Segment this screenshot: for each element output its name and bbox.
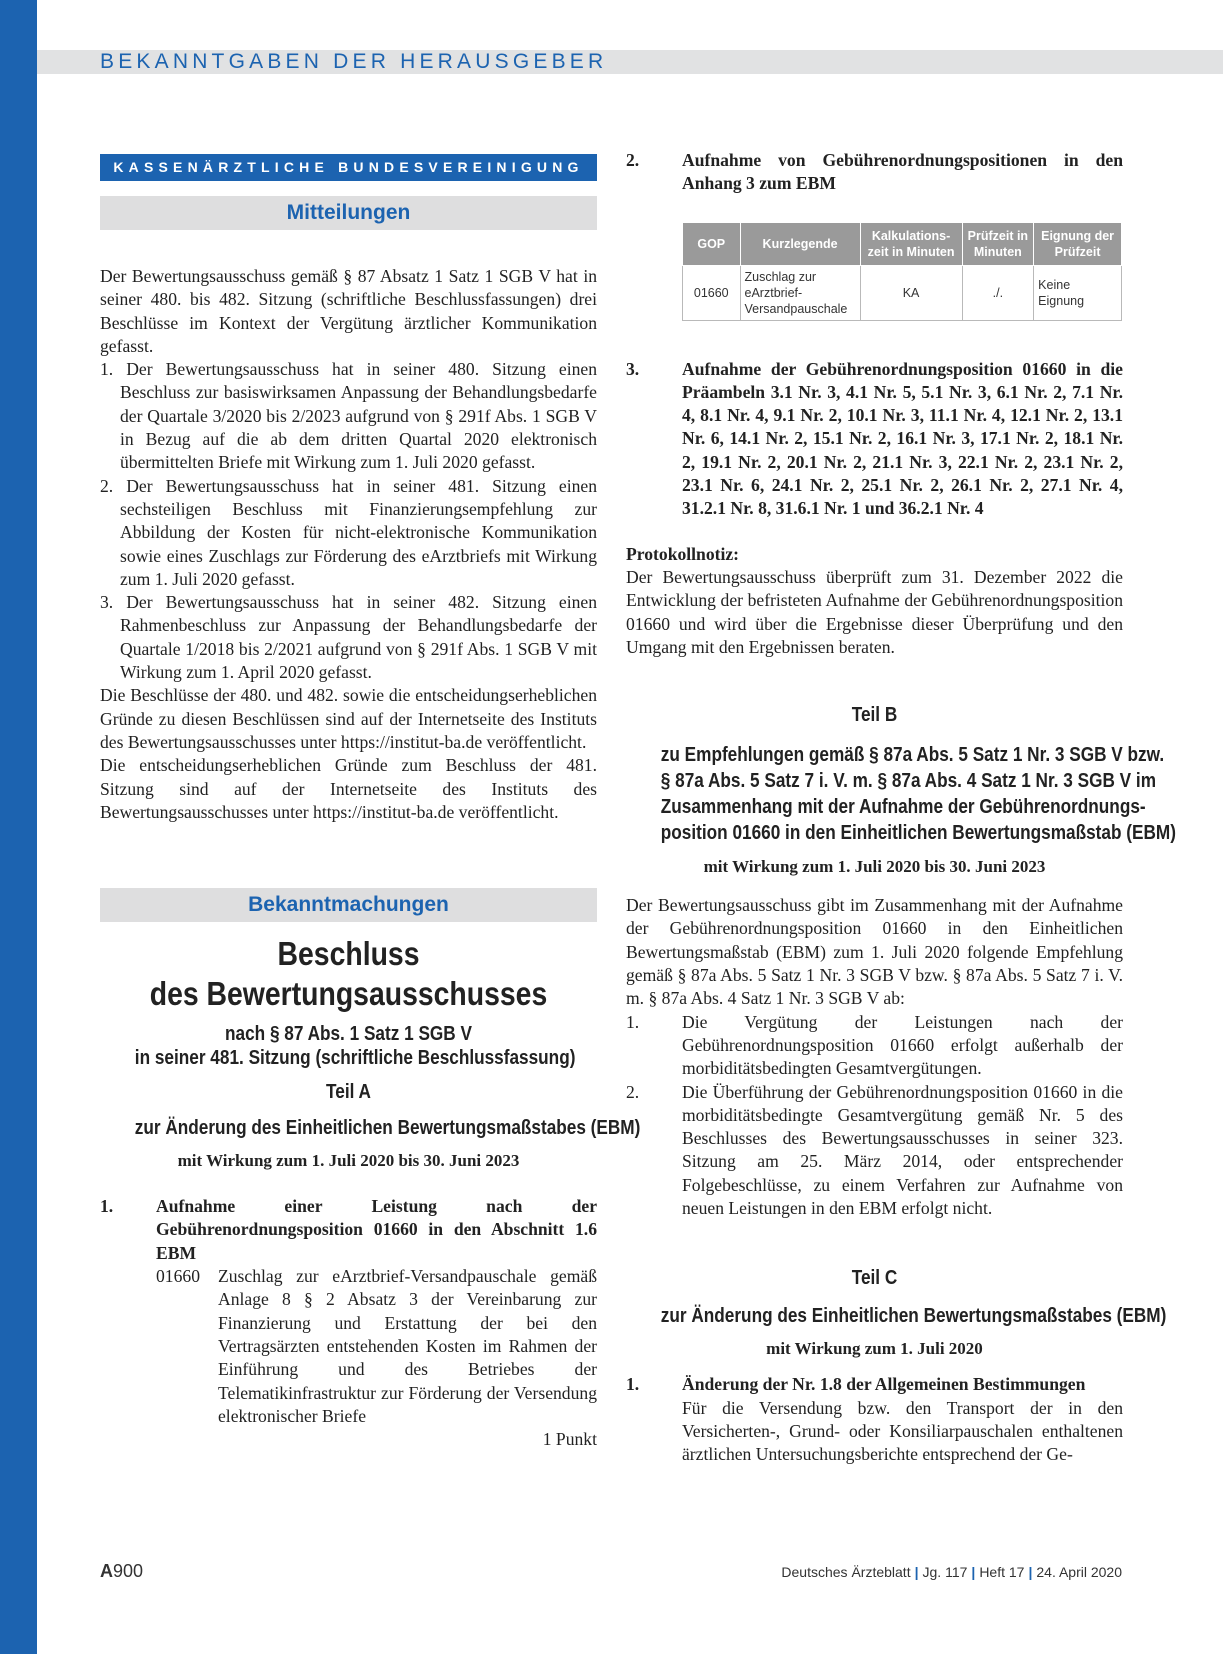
teil-b-body (626, 894, 1123, 1220)
teil-c-body (626, 1373, 1123, 1466)
teil-a-subheading: zur Änderung des Einheitlichen Bewertungsmaßstabes (EBM) (134, 1117, 641, 1140)
teil-a-body (100, 1195, 597, 1451)
teil-b-line: zu Empfehlungen gemäß § 87a Abs. 5 Satz 1 Nr. 3 SGB V bzw. (660, 744, 1165, 767)
teil-b-wirkung: mit Wirkung zum 1. Juli 2020 bis 30. Juni 2023 (703, 857, 1046, 877)
journal-name: Deutsches Ärzteblatt (781, 1564, 911, 1580)
mitteilungen-heading: Mitteilungen (100, 196, 597, 230)
cell-pruefzeit: ./. (962, 265, 1034, 320)
cell-eignung: Keine Eignung (1034, 265, 1122, 320)
mitteilungen-body (100, 265, 597, 824)
beschluss-subtitle: des Bewertungsausschusses (149, 975, 548, 1013)
cell-kurzlegende: Zuschlag zur eArztbrief-Versandpauschale (740, 265, 860, 320)
cell-kalkulationszeit: KA (860, 265, 962, 320)
list-item: 3. Der Bewertungsausschuss hat in seiner 482. Sitzung einen Rahmenbeschluss zur Anpassung der Behandlungsbedarfe der Quartale 1/2018 bis 2/2021 aufgrund von § 291f Abs. 1 SGB V mit Wirkung zum 1. April 2020 gefasst. (100, 592, 597, 683)
section-number: 1. (626, 1374, 640, 1395)
section-c1-heading (626, 1373, 1123, 1396)
section-c1-text: Für die Versendung bzw. den Transport der in den Versicherten-, Grund- oder Konsiliarpauschalen enthaltenen ärztlichen Untersuchungsberichte entsprechend der Ge- (682, 1397, 1123, 1465)
section-number: 1. (100, 1196, 114, 1217)
intro-paragraph: Der Bewertungsausschuss gemäß § 87 Absatz 1 Satz 1 SGB V hat in seiner 480. bis 482. Sitzung (schriftliche Beschlussfassungen) drei Beschlüsse im Kontext der Vergütung ärztlicher Kommunikation gefasst. (100, 266, 597, 356)
col-header-kurzlegende: Kurzlegende (740, 222, 860, 265)
gop-description: Zuschlag zur eArztbrief-Versandpauschale gemäß Anlage 8 § 2 Absatz 3 der Vereinbarung zur Finanzierung und Erstattung der bei den Vertragsärzten entstehenden Kosten im Rahmen der Einführung und des Betriebes der Telematikinfrastruktur zur Förderung der Versendung elektronischer Briefe (218, 1266, 597, 1426)
list-item (626, 1011, 1123, 1081)
beschluss-title: Beschluss (277, 935, 420, 973)
col-header-eignung: Eignung der Prüfzeit (1034, 222, 1122, 265)
item-number: 2. (626, 1081, 640, 1102)
item-number: 1. (626, 1011, 640, 1032)
section-3 (626, 358, 1123, 660)
list-item: 1. Der Bewertungsausschuss hat in seiner 480. Sitzung einen Beschluss zur basiswirksamen Anpassung der Behandlungsbedarfe der Quartale 3/2020 bis 2/2023 aufgrund von § 291f Abs. 1 SGB V in Bezug auf die ab dem dritten Quartal 2020 elektronisch übermittelten Briefe mit Wirkung zum 1. Juli 2020 gefasst. (100, 359, 597, 473)
paragraph: Die entscheidungserheblichen Gründe zum Beschluss der 481. Sitzung sind auf der Internetseite des Instituts des Bewertungsausschusses unter https://institut-ba.de veröffentlicht. (100, 755, 597, 822)
gop-entry (156, 1265, 597, 1428)
journal-date: 24. April 2020 (1036, 1564, 1122, 1580)
teil-b-line: Zusammenhang mit der Aufnahme der Gebührenordnungs- (660, 796, 1146, 819)
section-3-heading (626, 358, 1123, 521)
table-header-row (683, 222, 1122, 265)
sitzung-line: in seiner 481. Sitzung (schriftliche Beschlussfassung) (134, 1047, 576, 1070)
section-title: BEKANNTGABEN DER HERAUSGEBER (100, 50, 608, 73)
separator: | (971, 1564, 976, 1580)
section-title: Änderung der Nr. 1.8 der Allgemeinen Bestimmungen (682, 1374, 1086, 1395)
section-2-heading (626, 149, 1123, 196)
page-number-value: 900 (113, 1561, 144, 1581)
left-color-bar (0, 0, 37, 1654)
item-text: Die Vergütung der Leistungen nach der Gebührenordnungsposition 01660 erfolgt außerhalb der morbiditätsbedingten Gesamtvergütungen. (682, 1011, 1123, 1079)
col-header-gop: GOP (683, 222, 741, 265)
cell-gop: 01660 (683, 265, 741, 320)
separator: | (1028, 1564, 1033, 1580)
bekanntmachungen-heading: Bekanntmachungen (100, 888, 597, 922)
teil-c-heading: Teil C (851, 1267, 898, 1290)
protokoll-label: Protokollnotiz: (626, 543, 740, 564)
teil-a-wirkung: mit Wirkung zum 1. Juli 2020 bis 30. Juni 2023 (177, 1151, 520, 1171)
teil-b-line: § 87a Abs. 5 Satz 7 i. V. m. § 87a Abs. 4 Satz 1 Nr. 3 SGB V im (660, 770, 1157, 793)
journal-issue: Heft 17 (979, 1564, 1025, 1580)
journal-info (781, 1564, 1122, 1580)
right-column (626, 149, 1176, 1467)
section-title: Aufnahme einer Leistung nach der Gebührenordnungsposition 01660 in den Abschnitt 1.6 EBM (156, 1196, 597, 1263)
section-number: 2. (626, 150, 640, 170)
teil-c-subheading: zur Änderung des Einheitlichen Bewertungsmaßstabes (EBM) (660, 1305, 1167, 1328)
col-header-pruefzeit: Prüfzeit in Minuten (962, 222, 1034, 265)
teil-b-heading: Teil B (851, 704, 898, 727)
list-item: 2. Der Bewertungsausschuss hat in seiner 481. Sitzung einen sechsteiligen Beschluss mit Finanzierungsempfehlung zur Abbildung der Kosten für nicht-elektronische Kommunikation sowie eines Zuschlags zur Förderung des eArztbriefs mit Wirkung zum 1. Juli 2020 gefasst. (100, 475, 597, 589)
teil-c-wirkung: mit Wirkung zum 1. Juli 2020 (766, 1339, 983, 1359)
protokoll-text: Der Bewertungsausschuss überprüft zum 31. Dezember 2022 die Entwicklung der befristeten Aufnahme der Gebührenordnungsposition 01660 und wird über die Ergebnisse dieser Überprüfung und den Umgang mit den Ergebnissen beraten. (626, 566, 1123, 657)
section-title: Aufnahme von Gebührenordnungspositionen in den Anhang 3 zum EBM (682, 150, 1123, 194)
item-text: Die Überführung der Gebührenordnungsposition 01660 in die morbiditätsbedingte Gesamtvergütung gemäß Nr. 5 des Beschlusses des Bewertungsausschusses in seiner 323. Sitzung am 25. März 2014, oder entsprechender Folgebeschlüsse, zu einem Verfahren zur Aufnahme von neuen Leistungen in den EBM erfolgt nicht. (682, 1081, 1123, 1219)
legal-basis: nach § 87 Abs. 1 Satz 1 SGB V (225, 1023, 472, 1046)
teil-b-subheading (626, 742, 1176, 846)
paragraph: Die Beschlüsse der 480. und 482. sowie die entscheidungserheblichen Gründe zu diesen Beschlüssen sind auf der Internetseite des Instituts des Bewertungsausschusses unter https://institut-ba.de veröffentlicht. (100, 685, 597, 752)
teil-b-intro: Der Bewertungsausschuss gibt im Zusammenhang mit der Aufnahme der Gebührenordnungsposition 01660 in den Einheitlichen Bewertungsmaßstab (EBM) zum 1. Juli 2020 folgende Empfehlung gemäß § 87a Abs. 5 Satz 1 Nr. 3 SGB V bzw. § 87a Abs. 5 Satz 7 i. V. m. § 87a Abs. 4 Satz 1 Nr. 3 SGB V ab: (626, 895, 1123, 1009)
table-row (683, 265, 1122, 320)
page-number (100, 1561, 143, 1582)
left-column (100, 154, 641, 1451)
teil-a-heading: Teil A (326, 1081, 371, 1104)
page-letter: A (100, 1561, 113, 1581)
gop-code: 01660 (156, 1266, 200, 1287)
section-title: Aufnahme der Gebührenordnungsposition 01660 in die Präambeln 3.1 Nr. 3, 4.1 Nr. 5, 5.1 Nr. 3, 6.1 Nr. 2, 7.1 Nr. 4, 8.1 Nr. 4, 9.1 Nr. 2, 10.1 Nr. 3, 11.1 Nr. 4, 12.1 Nr. 2, 13.1 Nr. 6, 14.1 Nr. 2, 15.1 Nr. 2, 16.1 Nr. 3, 17.1 Nr. 2, 18.1 Nr. 2, 19.1 Nr. 2, 20.1 Nr. 2, 21.1 Nr. 3, 22.1 Nr. 2, 23.1 Nr. 2, 23.1 Nr. 6, 24.1 Nr. 2, 25.1 Nr. 2, 26.1 Nr. 2, 27.1 Nr. 4, 31.2.1 Nr. 8, 31.6.1 Nr. 1 und 36.2.1 Nr. 4 (682, 358, 1123, 519)
section-number: 3. (626, 358, 640, 379)
gop-points: 1 Punkt (542, 1429, 597, 1450)
org-banner: KASSENÄRZTLICHE BUNDESVEREINIGUNG (100, 154, 597, 181)
col-header-kalkulationszeit: Kalkulations- zeit in Minuten (860, 222, 962, 265)
list-item (626, 1081, 1123, 1221)
separator: | (914, 1564, 919, 1580)
teil-b-line: position 01660 in den Einheitlichen Bewertungsmaßstab (EBM) (660, 822, 1176, 845)
gop-table (682, 222, 1122, 321)
section-1 (100, 1195, 597, 1265)
journal-volume: Jg. 117 (922, 1564, 968, 1580)
section-2 (626, 149, 1123, 196)
